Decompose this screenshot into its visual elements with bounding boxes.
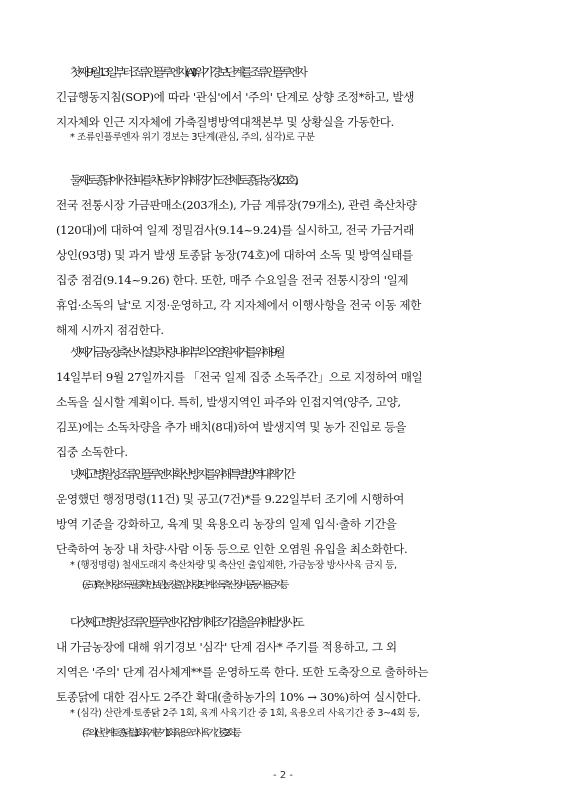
- text-line: 휴업·소독의 날'로 지정·운영하고, 각 지자체에서 이행사항을 전국 이동 제한: [56, 298, 422, 312]
- section-2: [56, 168, 518, 343]
- footnote-line: (주의) 산란계·토종닭 월 1회, 육계 분기 1회, 육용오리 사육기간 중 2회 등: [82, 728, 239, 739]
- text-line: 14일부터 9월 27일까지를 「전국 일제 집중 소독주간」으로 지정하여 매일: [56, 370, 423, 384]
- footnote-line: (공고) 축산차량 소독필증 확인·보관, 농장 출입차량 2단계 소독, 축산장비 공동사용 금지 등: [82, 580, 286, 591]
- text-line: 긴급행동지침(SOP)에 따라 '관심'에서 '주의' 단계로 상향 조정*하고, 발생: [56, 90, 415, 104]
- text-line: 첫째, 9월 13일부터 조류인플루엔자(AI) 위기경보단계를 조류인플루엔자: [70, 65, 305, 79]
- text-line: 다섯째, 고병원성 조류인플루엔자 감염 개체 조기 검출을 위해 발생 시·도: [70, 615, 302, 629]
- section-1-footnote: [70, 128, 540, 148]
- text-line: 내 가금농장에 대해 위기경보 '심각' 단계 검사* 주기를 적용하고, 그 외: [56, 640, 397, 654]
- text-line: 토종닭에 대한 검사도 2주간 확대(출하농가의 10% → 30%)하여 실시한다.: [56, 690, 421, 704]
- section-3: [56, 340, 518, 465]
- text-line: 상인(93명) 및 과거 발생 토종닭 농장(74호)에 대하여 소독 및 방역실태를: [56, 248, 413, 262]
- text-line: (120대)에 대하여 일제 정밀검사(9.14~9.24)를 실시하고, 전국 가금거래: [56, 223, 415, 237]
- section-1-paragraph: [56, 60, 518, 135]
- footnote-line: * 조류인플루엔자 위기 경보는 3단계(관심, 주의, 심각)로 구분: [70, 132, 315, 143]
- text-line: 지자체와 인근 지자체에 가축질병방역대책본부 및 상황실을 가동한다.: [56, 115, 394, 129]
- section-4-paragraph: [56, 462, 518, 562]
- text-line: 방역 기준을 강화하고, 육계 및 육용오리 농장의 일제 입식·출하 기간을: [56, 517, 397, 531]
- text-line: 둘째, 토종닭에서 전파를 차단하기 위해 경기도 전체 토종닭 농장(23호),: [70, 173, 296, 187]
- section-1: [56, 60, 518, 135]
- text-line: 단축하여 농장 내 차량·사람 이동 등으로 인한 오염원 유입을 최소화한다.: [56, 542, 408, 556]
- footnote-line: * (행정명령) 철새도래지 축산차량 및 축산인 출입제한, 가금농장 방사사육 금지 등,: [70, 560, 397, 571]
- footnote-line: * (심각) 산란계·토종닭 2주 1회, 육계 사육기간 중 1회, 육용오리 사육기간 중 3~4회 등,: [70, 708, 420, 719]
- section-5: [56, 610, 518, 710]
- text-line: 해제 시까지 점검한다.: [56, 323, 164, 337]
- section-2-paragraph: [56, 168, 518, 343]
- section-4: [56, 462, 518, 562]
- text-line: 지역은 '주의' 단계 검사체계**를 운영하도록 한다. 또한 도축장으로 출하하는: [56, 665, 429, 679]
- page-number: - 2 -: [273, 770, 293, 781]
- section-5-footnote: [70, 704, 540, 744]
- section-5-paragraph: [56, 610, 518, 710]
- text-line: 소독을 실시할 계획이다. 특히, 발생지역인 파주와 인접지역(양주, 고양,: [56, 395, 401, 409]
- text-line: 셋째, 가금농장, 축산시설 및 차량 내·외부의 오염원 제거를 위해 9월: [70, 345, 283, 359]
- text-line: 김포)에는 소독차량을 추가 배치(8대)하여 발생지역 및 농가 진입로 등을: [56, 420, 407, 434]
- text-line: 전국 전통시장 가금판매소(203개소), 가금 계류장(79개소), 관련 축산차량: [56, 198, 417, 212]
- text-line: 운영했던 행정명령(11건) 및 공고(7건)*를 9.22일부터 조기에 시행하여: [56, 492, 405, 506]
- text-line: 집중 소독한다.: [56, 445, 128, 459]
- section-4-footnote: [70, 556, 540, 596]
- text-line: 집중 점검(9.14~9.26) 한다. 또한, 매주 수요일을 전국 전통시장의 '일제: [56, 273, 409, 287]
- section-3-paragraph: [56, 340, 518, 465]
- text-line: 넷째, 고병원성 조류인플루엔자 확산 방지를 위해 특별방역대책 기간: [70, 467, 293, 481]
